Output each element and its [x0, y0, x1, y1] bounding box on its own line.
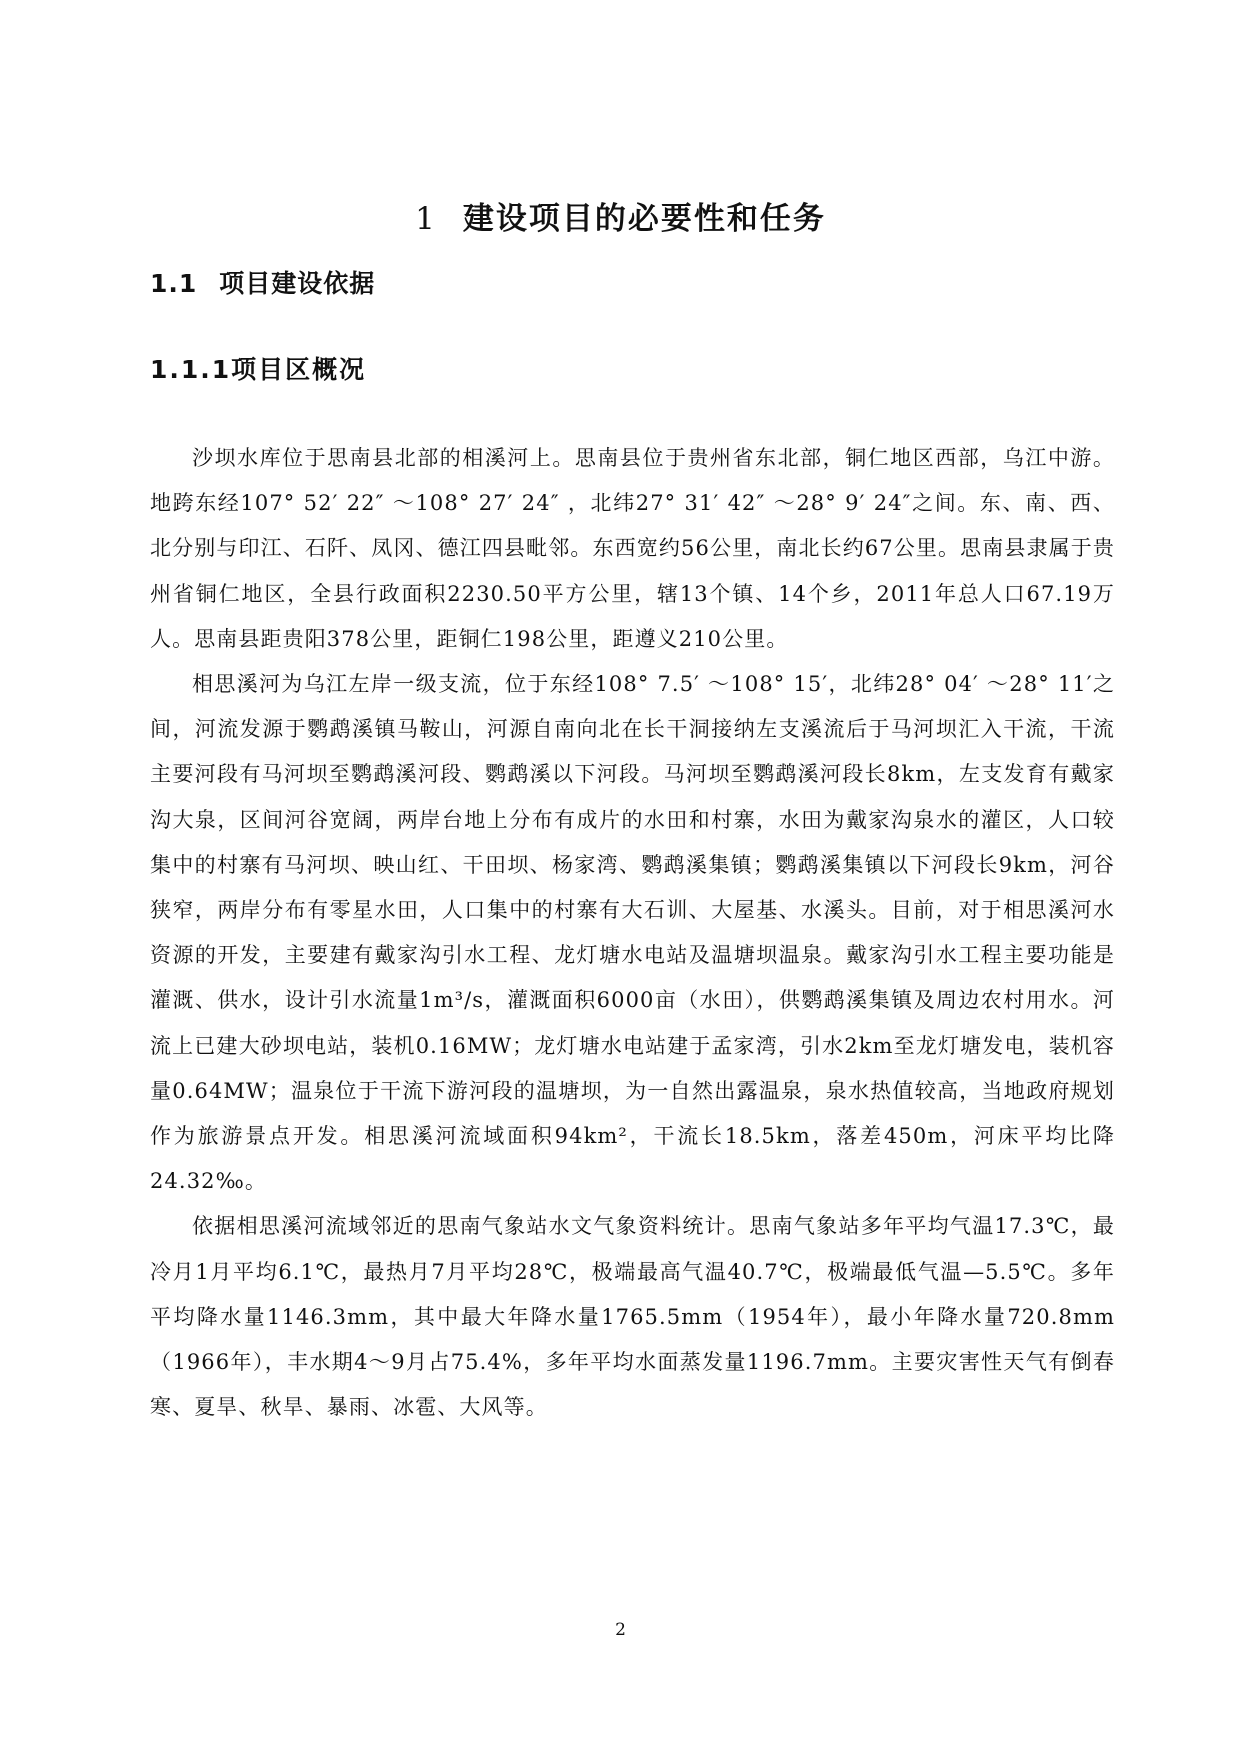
chapter-number: 1: [415, 201, 437, 237]
section-number: 1.1: [150, 269, 198, 298]
body-text: [150, 436, 1115, 1430]
chapter-title: [0, 193, 1241, 238]
subsection-heading: 1.1.1项目区概况: [150, 355, 367, 384]
chapter-title-text: 建设项目的必要性和任务: [462, 201, 826, 237]
page-number: 2: [615, 1620, 626, 1640]
section-title: 项目建设依据: [219, 269, 376, 298]
paragraph-river: 相思溪河为乌江左岸一级支流，位于东经108° 7.5′ ～108° 15′，北纬28° 04′ ～28° 11′之间，河流发源于鹦鹉溪镇马鞍山，河源自南向北在长干洞接纳左支溪流后于马河坝汇入干流，干流主要河段有马河坝至鹦鹉溪河段、鹦鹉溪以下河段。马河坝至鹦鹉溪河段长8km，左支发育有戴家沟大泉，区间河谷宽阔，两岸台地上分布有成片的水田和村寨，水田为戴家沟泉水的灌区，人口较集中的村寨有马河坝、映山红、干田坝、杨家湾、鹦鹉溪集镇；鹦鹉溪集镇以下河段长9km，河谷狭窄，两岸分布有零星水田，人口集中的村寨有大石训、大屋基、水溪头。目前，对于相思溪河水资源的开发，主要建有戴家沟引水工程、龙灯塘水电站及温塘坝温泉。戴家沟引水工程主要功能是灌溉、供水，设计引水流量1m³/s，灌溉面积6000亩（水田），供鹦鹉溪集镇及周边农村用水。河流上已建大砂坝电站，装机0.16MW；龙灯塘水电站建于孟家湾，引水2km至龙灯塘发电，装机容量0.64MW；温泉位于干流下游河段的温塘坝，为一自然出露温泉，泉水热值较高，当地政府规划作为旅游景点开发。相思溪河流域面积94km²，干流长18.5km，落差450m，河床平均比降24.32‰。: [150, 672, 1115, 1194]
paragraph-climate: 依据相思溪河流域邻近的思南气象站水文气象资料统计。思南气象站多年平均气温17.3℃，最冷月1月平均6.1℃，最热月7月平均28℃，极端最高气温40.7℃，极端最低气温—5.5℃。多年平均降水量1146.3mm，其中最大年降水量1765.5mm（1954年），最小年降水量720.8mm（1966年），丰水期4～9月占75.4%，多年平均水面蒸发量1196.7mm。主要灾害性天气有倒春寒、夏旱、秋旱、暴雨、冰雹、大风等。: [150, 1214, 1115, 1420]
section-heading: [150, 264, 375, 300]
paragraph-location: 沙坝水库位于思南县北部的相溪河上。思南县位于贵州省东北部，铜仁地区西部，乌江中游。地跨东经107° 52′ 22″ ～108° 27′ 24″ ，北纬27° 31′ 42″ ～28° 9′ 24″之间。东、南、西、北分别与印江、石阡、凤冈、德江四县毗邻。东西宽约56公里，南北长约67公里。思南县隶属于贵州省铜仁地区，全县行政面积2230.50平方公里，辖13个镇、14个乡，2011年总人口67.19万人。思南县距贵阳378公里，距铜仁198公里，距遵义210公里。: [150, 446, 1115, 651]
